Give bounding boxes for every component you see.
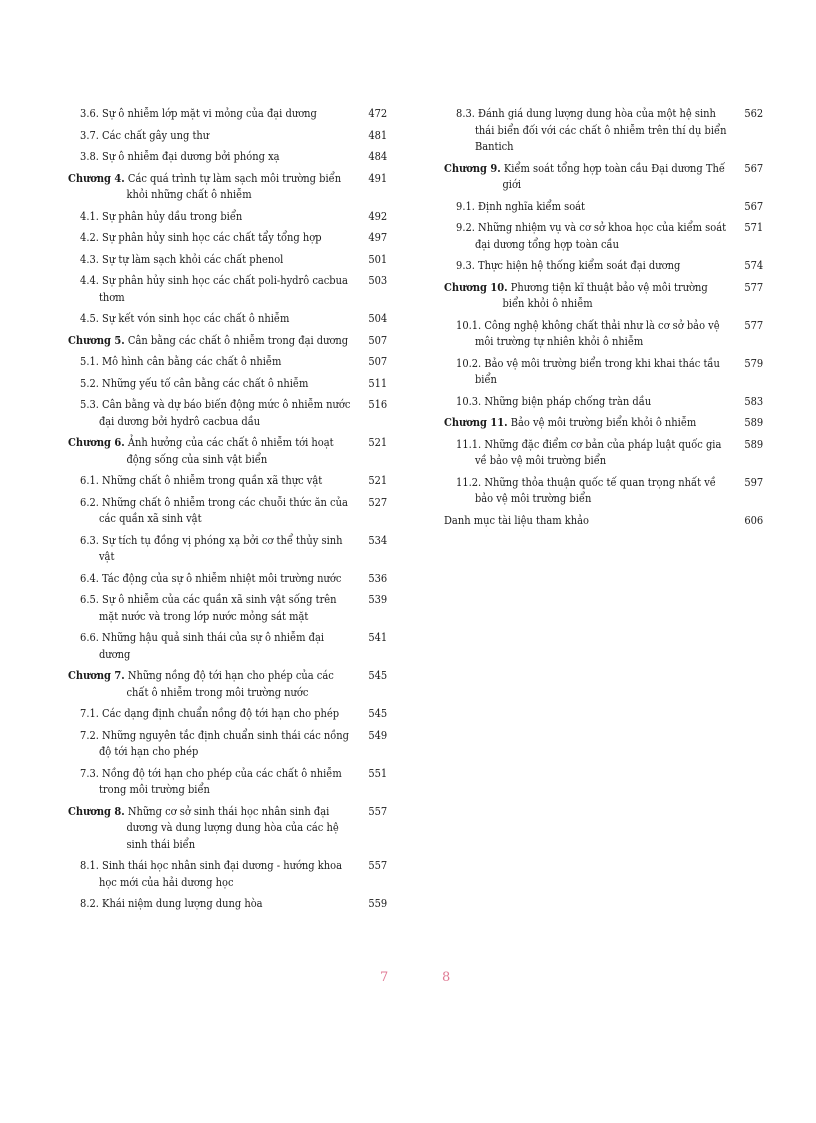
entry-page-number: 559 [368,896,388,910]
toc-section-entry[interactable] [68,705,387,722]
entry-page-number: 589 [744,415,764,429]
chapter-label: Chương 10. [444,279,508,294]
toc-section-entry[interactable] [68,629,387,662]
page-number-right: 8 [442,970,451,985]
toc-section-entry[interactable] [444,105,763,155]
entry-title: 9.1. Định nghĩa kiểm soát [456,198,586,213]
toc-chapter-entry[interactable] [68,803,387,853]
toc-section-entry[interactable] [444,198,763,215]
toc-section-entry[interactable] [444,393,763,410]
entry-title: 8.1. Sinh thái học nhân sinh đại dương - hướng khoa học mới của hải dương học [80,858,342,889]
toc-section-entry[interactable] [444,355,763,388]
entry-title: 10.1. Công nghệ không chất thải như là cơ sở bảo vệ môi trường tự nhiên khỏi ô nhiễm [456,317,720,348]
entry-title: 3.7. Các chất gây ung thư [80,127,210,142]
entry-page-number: 567 [744,160,764,175]
entry-page-number: 521 [368,473,388,487]
entry-title: 10.3. Những biện pháp chống tràn dầu [456,393,652,408]
toc-section-entry[interactable] [68,375,387,392]
entry-page-number: 536 [368,570,388,585]
entry-page-number: 545 [368,668,388,682]
entry-page-number: 557 [368,858,388,872]
entry-page-number: 472 [368,106,388,120]
page-number-left: 7 [380,970,389,985]
entry-page-number: 562 [744,106,764,120]
toc-section-entry[interactable] [68,472,387,489]
toc-chapter-entry[interactable] [68,434,387,467]
entry-title: 4.1. Sự phân hủy dầu trong biển [80,208,243,223]
entry-page-number: 574 [744,258,764,272]
toc-section-entry[interactable] [444,474,763,507]
entry-page-number: 511 [368,375,388,390]
chapter-label: Chương 7. [68,668,125,682]
entry-page-number: 577 [744,317,764,332]
entry-page-number: 549 [368,727,388,742]
entry-page-number: 491 [368,170,388,185]
entry-page-number: 507 [368,354,388,368]
toc-section-entry[interactable] [68,105,387,122]
entry-page-number: 541 [368,630,388,644]
entry-page-number: 571 [744,220,764,234]
toc-section-entry[interactable] [68,895,387,912]
toc-section-entry[interactable] [68,310,387,327]
entry-page-number: 484 [368,149,388,163]
entry-page-number: 539 [368,592,388,606]
entry-page-number: 606 [744,512,764,527]
entry-title: 8.3. Đánh giá dung lượng dung hòa của một hệ sinh thái biển đối với các chất ô nhiễm trên thí dụ biển Bantich [456,106,727,153]
entry-page-number: 583 [744,393,764,408]
toc-section-entry[interactable] [68,494,387,527]
toc-section-entry[interactable] [68,208,387,225]
toc-section-entry[interactable] [68,532,387,565]
entry-page-number: 567 [744,198,764,213]
entry-title: 4.2. Sự phân hủy sinh học các chất tẩy tổng hợp [80,230,322,244]
toc-section-entry[interactable] [68,251,387,268]
chapter-label: Chương 4. [68,170,125,185]
chapter-label: Chương 11. [444,415,508,429]
toc-section-entry[interactable] [444,257,763,274]
toc-section-entry[interactable] [444,512,763,529]
toc-section-entry[interactable] [68,353,387,370]
entry-page-number: 534 [368,532,388,547]
entry-title: 6.4. Tác động của sự ô nhiễm nhiệt môi trường nước [80,570,342,585]
chapter-label: Chương 6. [68,435,125,449]
entry-page-number: 545 [368,706,388,720]
toc-chapter-entry[interactable] [68,170,387,203]
entry-title: 9.2. Những nhiệm vụ và cơ sở khoa học của kiểm soát đại dương tổng hợp toàn cầu [456,220,727,251]
chapter-label: Chương 8. [68,803,125,818]
entry-page-number: 516 [368,397,388,411]
entry-title: 6.6. Những hậu quả sinh thái của sự ô nhiễm đại dương [80,630,325,661]
toc-section-entry[interactable] [444,436,763,469]
chapter-label: Chương 9. [444,160,501,175]
entry-page-number: 503 [368,273,388,287]
toc-chapter-entry[interactable] [68,667,387,700]
entry-page-number: 501 [368,251,388,266]
chapter-label: Chương 5. [68,332,125,347]
toc-section-entry[interactable] [68,229,387,246]
entry-title: 6.3. Sự tích tụ đồng vị phóng xạ bởi cơ thể thủy sinh vật [80,532,343,563]
toc-section-entry[interactable] [68,765,387,798]
entry-title: 11.2. Những thỏa thuận quốc tế quan trọng nhất về bảo vệ môi trường biển [456,474,716,505]
entry-title: 9.3. Thực hiện hệ thống kiểm soát đại dương [456,258,681,272]
toc-section-entry[interactable] [68,727,387,760]
entry-title: 4.4. Sự phân hủy sinh học các chất poli-hydrô cacbua thơm [80,273,348,304]
toc-section-entry[interactable] [68,396,387,429]
entry-page-number: 527 [368,494,388,509]
entry-page-number: 557 [368,803,388,818]
entry-title: 10.2. Bảo vệ môi trường biển trong khi khai thác tầu biển [456,355,720,386]
toc-section-entry[interactable] [68,570,387,587]
entry-title: Kiểm soát tổng hợp toàn cầu Đại dương Thế giới [502,160,725,191]
entry-title: 5.2. Những yếu tố cân bằng các chất ô nhiễm [80,375,309,390]
entry-title: Cân bằng các chất ô nhiễm trong đại dương [127,332,349,347]
toc-chapter-entry[interactable] [444,414,763,431]
entry-title: 4.3. Sự tự làm sạch khỏi các chất phenol [80,251,284,266]
toc-section-entry[interactable] [68,127,387,144]
toc-section-entry[interactable] [68,148,387,165]
entry-title: 11.1. Những đặc điểm cơ bản của pháp luật quốc gia về bảo vệ môi trường biển [456,436,722,467]
entry-page-number: 589 [744,436,764,451]
toc-section-entry[interactable] [444,317,763,350]
entry-page-number: 504 [368,311,388,325]
toc-left-column [68,105,388,917]
toc-right-column [444,105,764,533]
entry-title: Ảnh hưởng của các chất ô nhiễm tới hoạt động sống của sinh vật biển [126,435,334,466]
entry-title: 3.6. Sự ô nhiễm lớp mặt vi mỏng của đại dương [80,106,317,120]
toc-section-entry[interactable] [68,591,387,624]
toc-section-entry[interactable] [68,857,387,890]
entry-title: Các quá trình tự làm sạch môi trường biển khỏi những chất ô nhiễm [126,170,342,201]
entry-title: 6.2. Những chất ô nhiễm trong các chuỗi thức ăn của các quần xã sinh vật [80,494,348,525]
entry-title: 6.1. Những chất ô nhiễm trong quần xã thực vật [80,473,323,487]
toc-chapter-entry[interactable] [444,160,763,193]
toc-chapter-entry[interactable] [444,279,763,312]
entry-title: 4.5. Sự kết vón sinh học các chất ô nhiễm [80,311,290,325]
entry-page-number: 507 [368,332,388,347]
entry-title: 5.1. Mô hình cân bằng các chất ô nhiễm [80,354,282,368]
toc-section-entry[interactable] [68,272,387,305]
entry-title: Những nồng độ tới hạn cho phép của các chất ô nhiễm trong môi trường nước [126,668,334,699]
entry-page-number: 497 [368,230,388,244]
entry-title: 6.5. Sự ô nhiễm của các quần xã sinh vật sống trên mặt nước và trong lớp nước mỏng sát mặt [80,592,337,623]
entry-page-number: 521 [368,435,388,449]
entry-title: 8.2. Khái niệm dung lượng dung hòa [80,896,263,910]
toc-chapter-entry[interactable] [68,332,387,349]
entry-title: Danh mục tài liệu tham khảo [444,512,589,527]
entry-title: Những cơ sở sinh thái học nhân sinh đại dương và dung lượng dung hòa của các hệ sinh thái biển [126,803,339,851]
entry-title: 7.3. Nồng độ tới hạn cho phép của các chất ô nhiễm trong môi trường biển [80,765,342,796]
entry-page-number: 481 [368,127,388,142]
entry-page-number: 492 [368,208,388,223]
entry-title: Phương tiện kĩ thuật bảo vệ môi trường biển khỏi ô nhiễm [502,279,708,310]
entry-title: 7.1. Các dạng định chuẩn nồng độ tới hạn cho phép [80,706,340,720]
entry-page-number: 579 [744,355,764,370]
entry-page-number: 577 [744,279,764,294]
entry-title: 5.3. Cân bằng và dự báo biến động mức ô nhiễm nước đại dương bởi hydrô cacbua dầu [80,397,351,428]
entry-title: 3.8. Sự ô nhiễm đại dương bởi phóng xạ [80,149,280,163]
toc-section-entry[interactable] [444,219,763,252]
entry-page-number: 551 [368,765,388,780]
entry-title: 7.2. Những nguyên tắc định chuẩn sinh thái các nồng độ tới hạn cho phép [80,727,350,758]
entry-page-number: 597 [744,474,764,489]
entry-title: Bảo vệ môi trường biển khỏi ô nhiễm [510,415,697,429]
